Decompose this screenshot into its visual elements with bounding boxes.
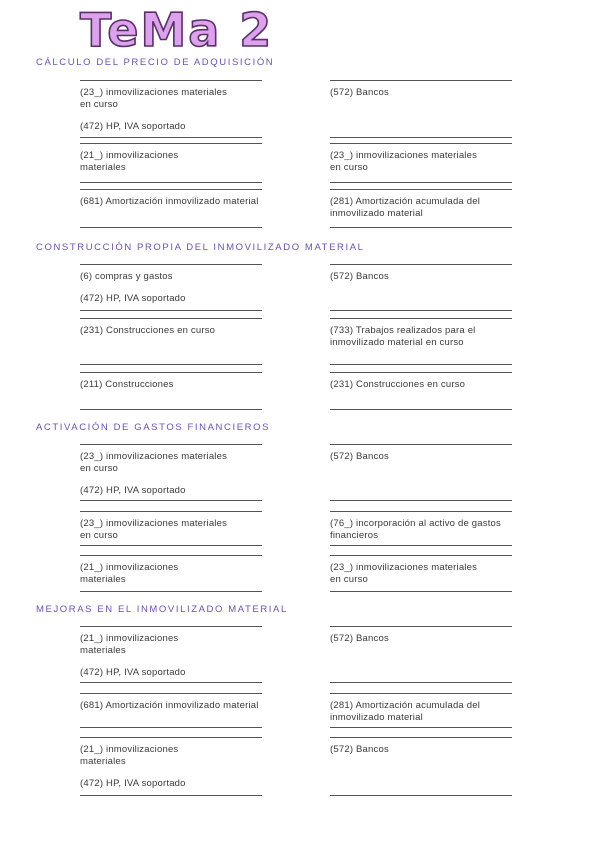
credit-cell [330, 372, 512, 410]
debit-account: (472) HP, IVA soportado [80, 485, 186, 496]
credit-account: (733) Trabajos realizados para el inmovilizado material en curso [330, 325, 476, 348]
debit-account: (472) HP, IVA soportado [80, 293, 186, 304]
credit-cell [330, 511, 512, 546]
journal-entry [80, 189, 512, 228]
page-title: TeMa 2 [80, 3, 274, 57]
debit-cell [80, 444, 262, 501]
journal-entry [80, 318, 512, 365]
credit-cell [330, 143, 512, 183]
debit-account: (21_) inmovilizaciones materiales [80, 562, 179, 585]
debit-account: (21_) inmovilizaciones materiales [80, 744, 179, 767]
credit-account: (23_) inmovilizaciones materiales en curso [330, 150, 478, 173]
debit-account: (681) Amortización inmovilizado material [80, 700, 259, 711]
credit-account: (572) Bancos [330, 87, 389, 98]
journal-entry [80, 143, 512, 183]
debit-account: (6) compras y gastos [80, 271, 173, 282]
debit-cell [80, 80, 262, 138]
credit-account: (231) Construcciones en curso [330, 379, 466, 390]
section-heading: CÁLCULO DEL PRECIO DE ADQUISICIÓN [36, 57, 275, 68]
credit-account: (23_) inmovilizaciones materiales en curso [330, 562, 478, 585]
credit-cell [330, 737, 512, 796]
debit-account: (681) Amortización inmovilizado material [80, 196, 259, 207]
debit-account: (231) Construcciones en curso [80, 325, 216, 336]
credit-cell [330, 693, 512, 728]
journal-entry [80, 511, 512, 546]
credit-cell [330, 444, 512, 501]
credit-account: (281) Amortización acumulada del inmovilizado material [330, 196, 481, 219]
debit-cell [80, 264, 262, 311]
credit-cell [330, 626, 512, 683]
journal-entry [80, 80, 512, 138]
section-heading: CONSTRUCCIÓN PROPIA DEL INMOVILIZADO MATERIAL [36, 242, 365, 253]
credit-account: (572) Bancos [330, 744, 389, 755]
journal-entry [80, 555, 512, 592]
journal-entry [80, 264, 512, 311]
credit-account: (76_) incorporación al activo de gastos financieros [330, 518, 501, 541]
credit-cell [330, 80, 512, 138]
credit-cell [330, 555, 512, 592]
section-heading: ACTIVACIÓN DE GASTOS FINANCIEROS [36, 422, 271, 433]
debit-cell [80, 511, 262, 546]
journal-entry [80, 737, 512, 796]
journal-entry [80, 372, 512, 410]
debit-account: (211) Construcciones [80, 379, 174, 390]
credit-account: (281) Amortización acumulada del inmovilizado material [330, 700, 481, 723]
debit-account: (23_) inmovilizaciones materiales en curso [80, 87, 228, 110]
debit-cell [80, 318, 262, 365]
section-heading: MEJORAS EN EL INMOVILIZADO MATERIAL [36, 604, 288, 615]
debit-account: (472) HP, IVA soportado [80, 121, 186, 132]
debit-account: (472) HP, IVA soportado [80, 667, 186, 678]
credit-cell [330, 318, 512, 365]
credit-account: (572) Bancos [330, 451, 389, 462]
debit-cell [80, 143, 262, 183]
debit-cell [80, 372, 262, 410]
debit-cell [80, 626, 262, 683]
credit-account: (572) Bancos [330, 271, 389, 282]
debit-cell [80, 737, 262, 796]
debit-account: (21_) inmovilizaciones materiales [80, 633, 179, 656]
debit-cell [80, 189, 262, 228]
debit-account: (23_) inmovilizaciones materiales en curso [80, 451, 228, 474]
debit-account: (21_) inmovilizaciones materiales [80, 150, 179, 173]
credit-account: (572) Bancos [330, 633, 389, 644]
credit-cell [330, 264, 512, 311]
journal-entry [80, 444, 512, 501]
debit-cell [80, 693, 262, 728]
journal-entry [80, 626, 512, 683]
debit-cell [80, 555, 262, 592]
debit-account: (472) HP, IVA soportado [80, 778, 186, 789]
credit-cell [330, 189, 512, 228]
debit-account: (23_) inmovilizaciones materiales en curso [80, 518, 228, 541]
journal-entry [80, 693, 512, 728]
